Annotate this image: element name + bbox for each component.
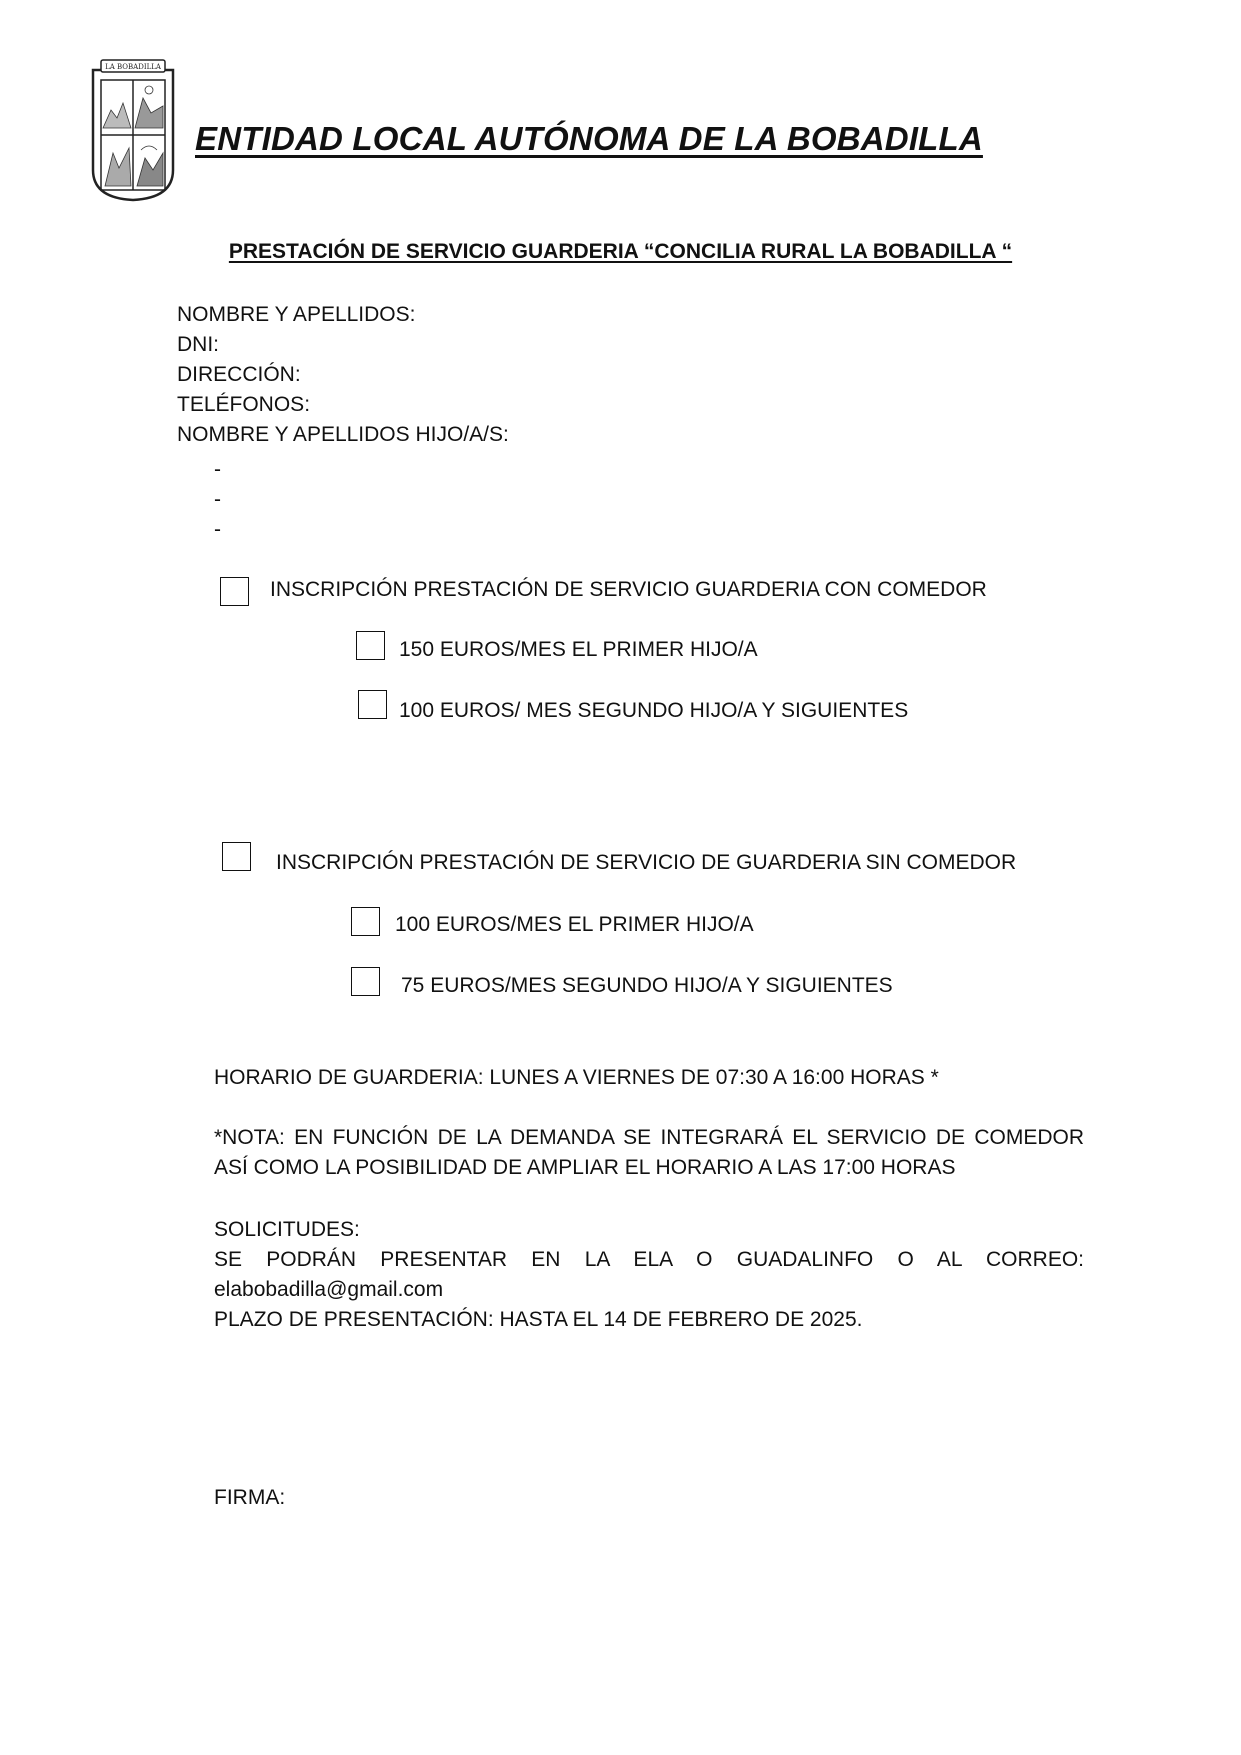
without-meals-first-child-checkbox[interactable] [351,907,380,936]
field-address-label: DIRECCIÓN: [177,363,301,386]
without-meals-first-child-label: 100 EUROS/MES EL PRIMER HIJO/A [395,913,754,936]
child-line: - [214,518,221,541]
note-text: *NOTA: EN FUNCIÓN DE LA DEMANDA SE INTEGRARÁ EL SERVICIO DE COMEDOR ASÍ COMO LA POSIBILIDAD DE AMPLIAR EL HORARIO A LAS 17:00 HORAS [214,1126,1084,1179]
field-dni-label: DNI: [177,333,219,356]
child-line: - [214,458,221,481]
with-meals-first-child-label: 150 EUROS/MES EL PRIMER HIJO/A [399,638,758,661]
without-meals-checkbox[interactable] [222,842,251,871]
field-name-label: NOMBRE Y APELLIDOS: [177,303,416,326]
with-meals-second-child-checkbox[interactable] [358,690,387,719]
with-meals-second-child-label: 100 EUROS/ MES SEGUNDO HIJO/A Y SIGUIENTES [399,699,909,722]
applications-line: SE PODRÁN PRESENTAR EN LA ELA O GUADALINFO O AL CORREO: [214,1248,1084,1271]
entity-title: ENTIDAD LOCAL AUTÓNOMA DE LA BOBADILLA [195,120,983,157]
applications-heading: SOLICITUDES: [214,1218,360,1241]
applicant-fields [177,300,509,450]
field-phones-label: TELÉFONOS: [177,393,311,416]
child-lines [214,455,221,545]
without-meals-second-child-checkbox[interactable] [351,967,380,996]
coat-of-arms-icon [91,58,175,202]
field-children-label: NOMBRE Y APELLIDOS HIJO/A/S: [177,423,509,446]
child-line: - [214,488,221,511]
logo-banner-text: LA BOBADILLA [105,63,161,71]
applications-deadline: PLAZO DE PRESENTACIÓN: HASTA EL 14 DE FEBRERO DE 2025. [214,1308,863,1331]
applications-email: elabobadilla@gmail.com [214,1278,444,1301]
with-meals-first-child-checkbox[interactable] [356,631,385,660]
without-meals-label: INSCRIPCIÓN PRESTACIÓN DE SERVICIO DE GUARDERIA SIN COMEDOR [276,851,1017,874]
document-title: PRESTACIÓN DE SERVICIO GUARDERIA “CONCILIA RURAL LA BOBADILLA “ [228,240,1013,263]
without-meals-second-child-label: 75 EUROS/MES SEGUNDO HIJO/A Y SIGUIENTES [401,974,893,997]
with-meals-checkbox[interactable] [220,577,249,606]
with-meals-label: INSCRIPCIÓN PRESTACIÓN DE SERVICIO GUARDERIA CON COMEDOR [270,578,987,601]
signature-label: FIRMA: [214,1486,286,1509]
schedule-text: HORARIO DE GUARDERIA: LUNES A VIERNES DE 07:30 A 16:00 HORAS * [214,1066,939,1089]
